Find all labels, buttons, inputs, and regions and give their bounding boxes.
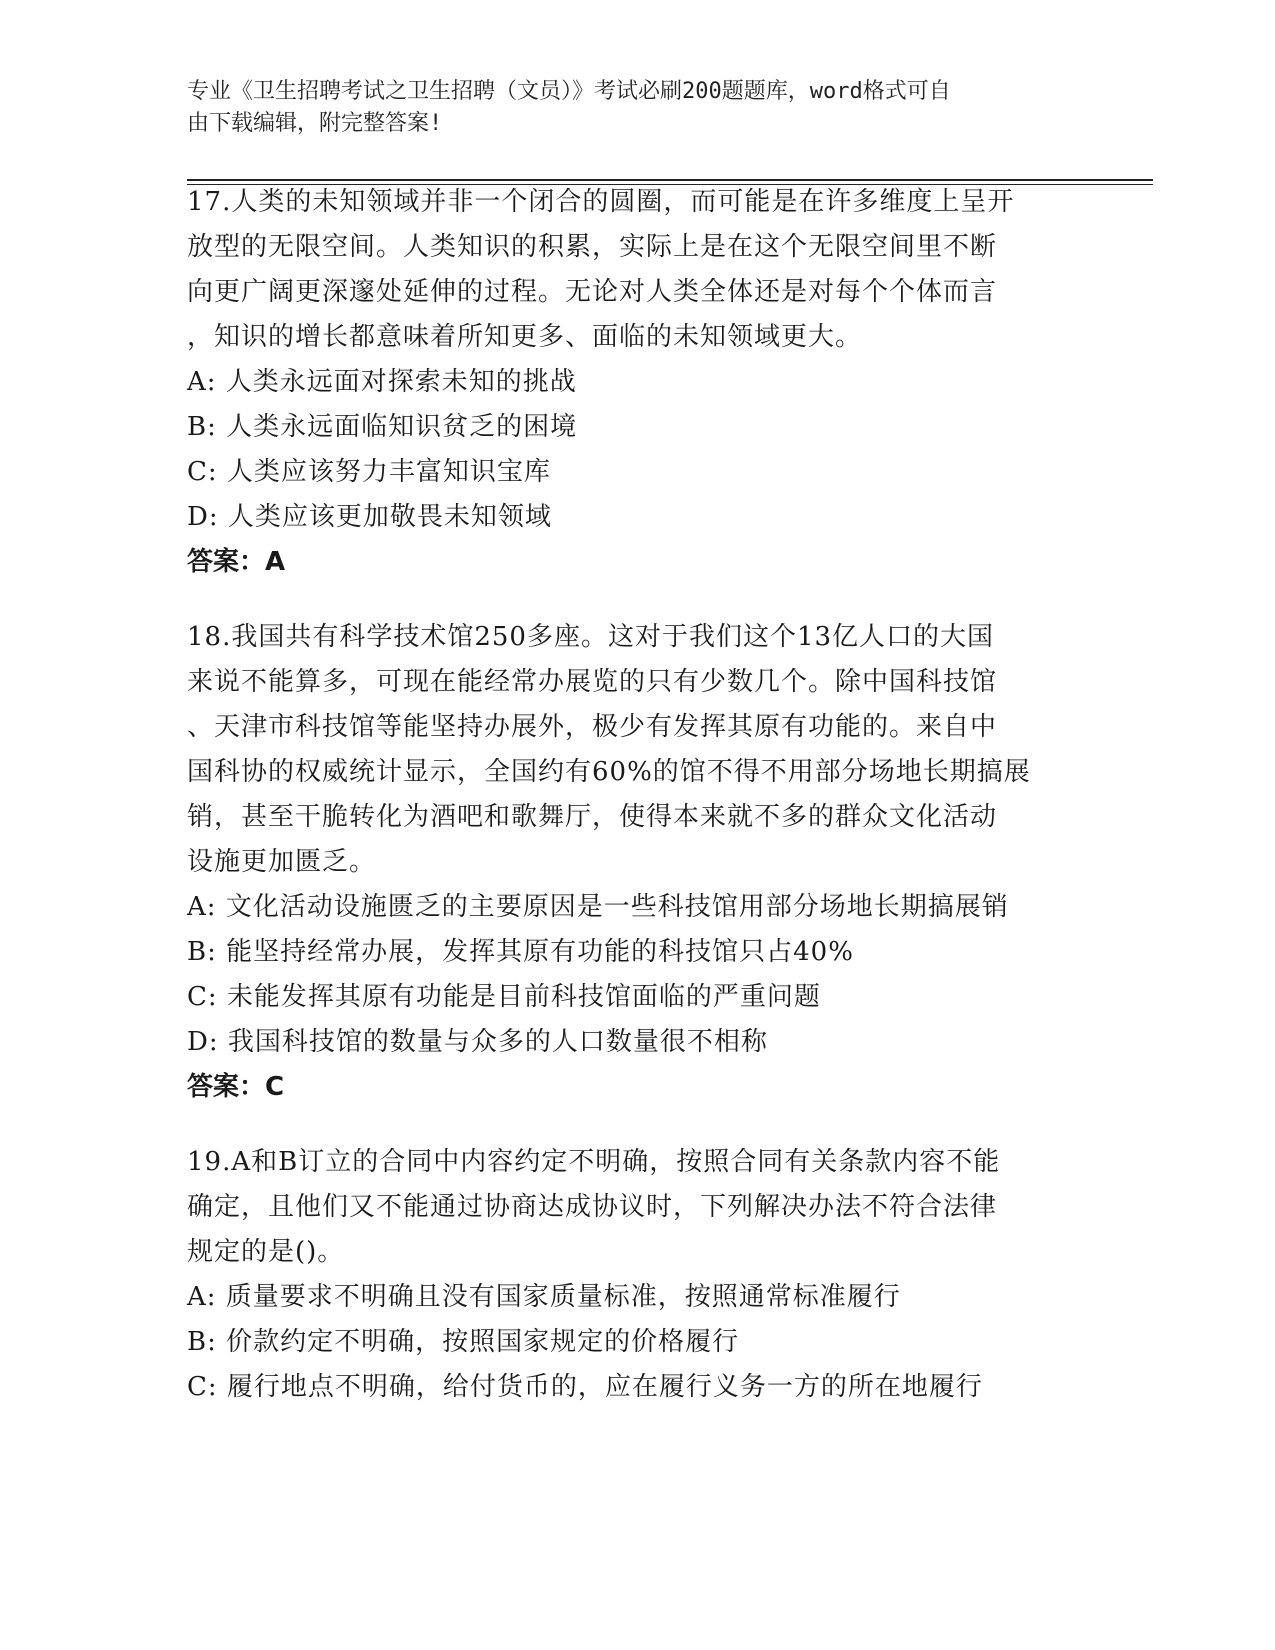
stem-line: 销，甚至干脆转化为酒吧和歌舞厅，使得本来就不多的群众文化活动 <box>187 802 998 832</box>
stem-line: 向更广阔更深邃处延伸的过程。无论对人类全体还是对每个个体而言 <box>187 277 998 307</box>
stem-line: 确定，且他们又不能通过协商达成协议时，下列解决办法不符合法律 <box>187 1192 998 1222</box>
option-b: B: 价款约定不明确，按照国家规定的价格履行 <box>187 1327 740 1357</box>
stem-line: 设施更加匮乏。 <box>187 847 377 877</box>
question-19 <box>187 1140 1087 1410</box>
answer <box>187 540 1087 585</box>
option-d: D: 我国科技馆的数量与众多的人口数量很不相称 <box>187 1027 768 1057</box>
answer-value: A <box>265 547 286 577</box>
question-stem <box>187 1140 1087 1275</box>
answer-label: 答案： <box>187 547 266 577</box>
stem-line: 17.人类的未知领域并非一个闭合的圆圈，而可能是在许多维度上呈开 <box>187 187 1015 217</box>
stem-line: 规定的是()。 <box>187 1237 345 1267</box>
header-line: 由下载编辑，附完整答案! <box>187 111 443 136</box>
option-b: B: 人类永远面临知识贫乏的困境 <box>187 412 578 442</box>
header-line: 专业《卫生招聘考试之卫生招聘（文员）》考试必刷200题题库，word格式可自 <box>187 79 951 104</box>
option-c: C: 人类应该努力丰富知识宝库 <box>187 457 551 487</box>
question-18 <box>187 615 1087 1110</box>
question-stem <box>187 180 1087 360</box>
stem-line: 放型的无限空间。人类知识的积累，实际上是在这个无限空间里不断 <box>187 232 998 262</box>
option-a: A: 质量要求不明确且没有国家质量标准，按照通常标准履行 <box>187 1282 901 1312</box>
stem-line: 19.A和B订立的合同中内容约定不明确，按照合同有关条款内容不能 <box>187 1147 1001 1177</box>
document-header <box>187 76 1067 140</box>
option-a: A: 人类永远面对探索未知的挑战 <box>187 367 577 397</box>
option-d: D: 人类应该更加敬畏未知领域 <box>187 502 552 532</box>
option-a: A: 文化活动设施匮乏的主要原因是一些科技馆用部分场地长期搞展销 <box>187 892 1009 922</box>
stem-line: ，知识的增长都意味着所知更多、面临的未知领域更大。 <box>187 322 863 352</box>
option-b: B: 能坚持经常办展，发挥其原有功能的科技馆只占40% <box>187 937 854 967</box>
answer-value: C <box>265 1072 285 1102</box>
stem-line: 来说不能算多，可现在能经常办展览的只有少数几个。除中国科技馆 <box>187 667 998 697</box>
option-c: C: 履行地点不明确，给付货币的，应在履行义务一方的所在地履行 <box>187 1372 983 1402</box>
answer-label: 答案： <box>187 1072 266 1102</box>
option-c: C: 未能发挥其原有功能是目前科技馆面临的严重问题 <box>187 982 821 1012</box>
stem-line: 、天津市科技馆等能坚持办展外，极少有发挥其原有功能的。来自中 <box>187 712 998 742</box>
stem-line: 18.我国共有科学技术馆250多座。这对于我们这个13亿人口的大国 <box>187 622 995 652</box>
question-stem <box>187 615 1087 885</box>
stem-line: 国科协的权威统计显示，全国约有60%的馆不得不用部分场地长期搞展 <box>187 757 1031 787</box>
answer <box>187 1065 1087 1110</box>
question-17 <box>187 180 1087 585</box>
